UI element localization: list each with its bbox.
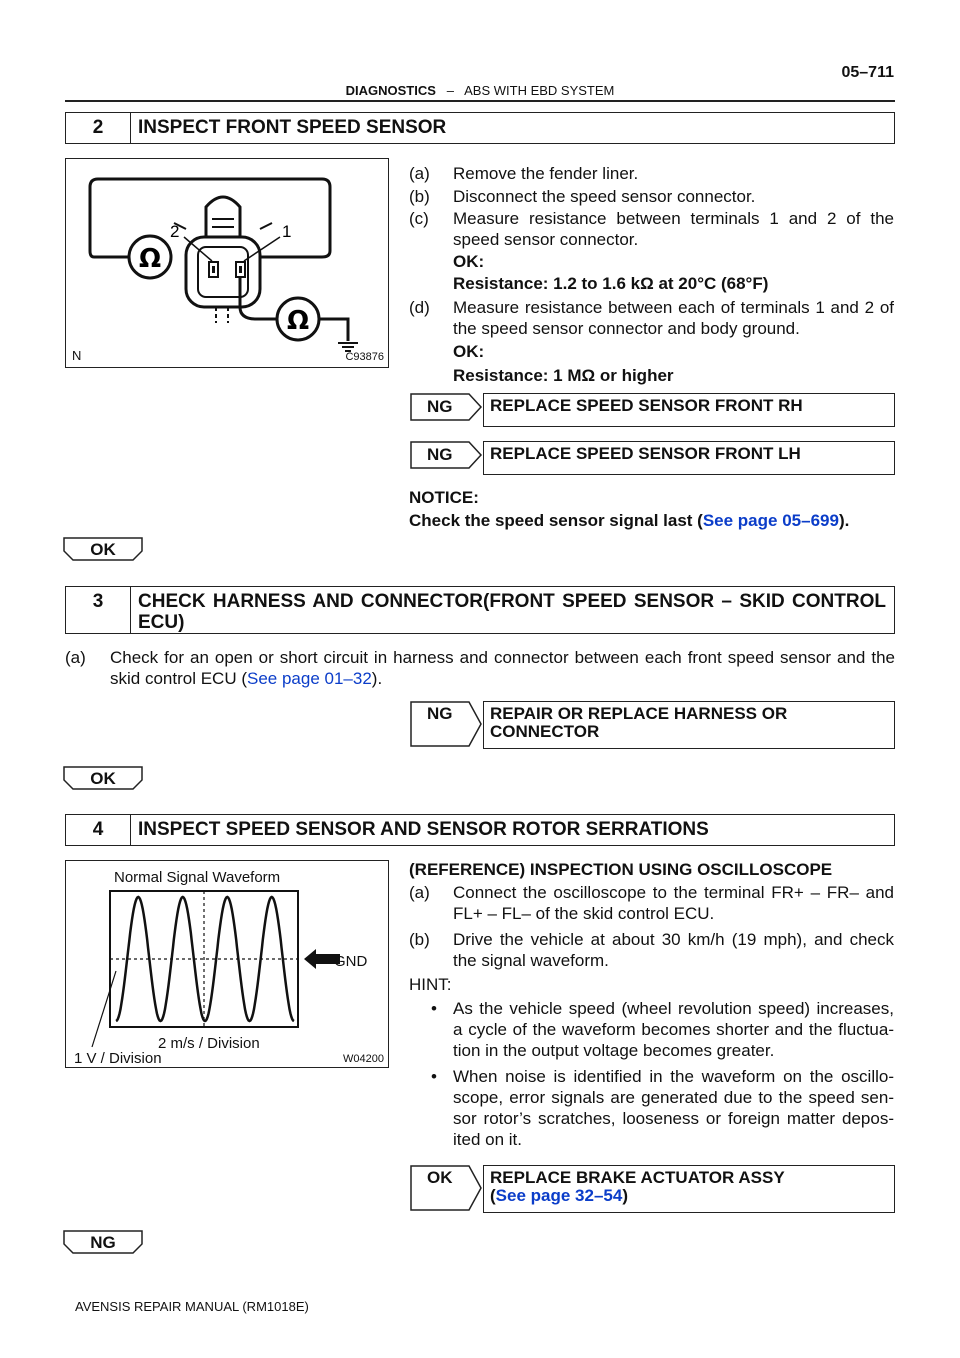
ng-tag: NG bbox=[427, 445, 453, 464]
step-3-header bbox=[65, 586, 895, 634]
page-number: 05–711 bbox=[841, 64, 894, 81]
header-separator: – bbox=[446, 83, 454, 98]
volt-division-label: 1 V / Division bbox=[74, 1050, 162, 1067]
step-3-ng-result bbox=[409, 701, 895, 747]
notice-label: NOTICE: bbox=[409, 488, 479, 507]
connector-latch bbox=[206, 197, 240, 237]
ok-tag: OK bbox=[427, 1168, 453, 1187]
step-3-page-link[interactable]: See page 01–32 bbox=[246, 669, 372, 688]
ground-symbol bbox=[338, 343, 358, 351]
step-4-title: INSPECT SPEED SENSOR AND SENSOR ROTOR SERRATIONS bbox=[138, 819, 709, 840]
figure-corner-mark: N bbox=[72, 348, 82, 363]
step-4-ok-result bbox=[409, 1165, 895, 1211]
step-3-ok-pill: OK bbox=[63, 766, 143, 790]
notice-page-link[interactable]: See page 05–699 bbox=[702, 511, 839, 530]
connector-figure bbox=[65, 158, 389, 368]
step-3-number: 3 bbox=[66, 587, 131, 633]
bullet-dot-icon: • bbox=[431, 1067, 437, 1086]
step-2-ok-label-c: OK: bbox=[453, 252, 485, 271]
pin-2-label: 2 bbox=[170, 222, 180, 241]
ohm-symbol-2: Ω bbox=[286, 306, 310, 336]
ok-action: REPLACE BRAKE ACTUATOR ASSY (See page 32–54) bbox=[483, 1165, 895, 1213]
pin-1-label: 1 bbox=[282, 222, 292, 241]
time-division-label: 2 m/s / Division bbox=[158, 1035, 260, 1052]
step-4-number: 4 bbox=[66, 815, 131, 845]
bullet-dot-icon: • bbox=[431, 999, 437, 1018]
step-2-number: 2 bbox=[66, 113, 131, 143]
ng-tag: NG bbox=[427, 397, 453, 416]
step-4-page-link[interactable]: See page 32–54 bbox=[495, 1186, 623, 1205]
step-2-ng-result-lh bbox=[409, 441, 895, 469]
waveform-figure bbox=[65, 860, 389, 1068]
waveform-title: Normal Signal Waveform bbox=[114, 869, 281, 886]
step-4-header bbox=[65, 814, 895, 846]
step-4-ng-pill: NG bbox=[63, 1230, 143, 1254]
figure-code: W04200 bbox=[343, 1053, 384, 1065]
notice-text: Check the speed sensor signal last (See page 05–699). bbox=[409, 511, 850, 530]
step-4-heading: (REFERENCE) INSPECTION USING OSCILLOSCOPE bbox=[409, 860, 833, 879]
header-rule bbox=[65, 100, 895, 102]
connector-diagram bbox=[66, 159, 388, 367]
ohm-symbol-1: Ω bbox=[138, 244, 162, 274]
header-subsection: ABS WITH EBD SYSTEM bbox=[464, 83, 615, 98]
running-header bbox=[0, 83, 960, 98]
step-2-ng-result-rh bbox=[409, 393, 895, 421]
figure-code: C93876 bbox=[345, 351, 384, 363]
ng-action: REPAIR OR REPLACE HARNESS OR CONNECTOR bbox=[483, 701, 895, 749]
step-2-ok-pill: OK bbox=[63, 537, 143, 561]
gnd-label: GND bbox=[334, 953, 368, 970]
step-2-spec-c: Resistance: 1.2 to 1.6 kΩ at 20°C (68°F) bbox=[453, 274, 769, 293]
step-3-title: CHECK HARNESS AND CONNECTOR(FRONT SPEED SENSOR – SKID CONTROL ECU) bbox=[138, 591, 886, 633]
step-2-spec-d: Resistance: 1 MΩ or higher bbox=[453, 366, 674, 385]
footer-manual-id: AVENSIS REPAIR MANUAL (RM1018E) bbox=[75, 1299, 309, 1314]
step-2-ok-label-d: OK: bbox=[453, 342, 485, 361]
step-2-header bbox=[65, 112, 895, 144]
ng-action: REPLACE SPEED SENSOR FRONT LH bbox=[483, 441, 895, 475]
ng-action: REPLACE SPEED SENSOR FRONT RH bbox=[483, 393, 895, 427]
step-2-title: INSPECT FRONT SPEED SENSOR bbox=[138, 117, 447, 138]
ng-tag: NG bbox=[427, 704, 453, 723]
header-section: DIAGNOSTICS bbox=[345, 83, 436, 98]
hint-label: HINT: bbox=[409, 975, 452, 994]
